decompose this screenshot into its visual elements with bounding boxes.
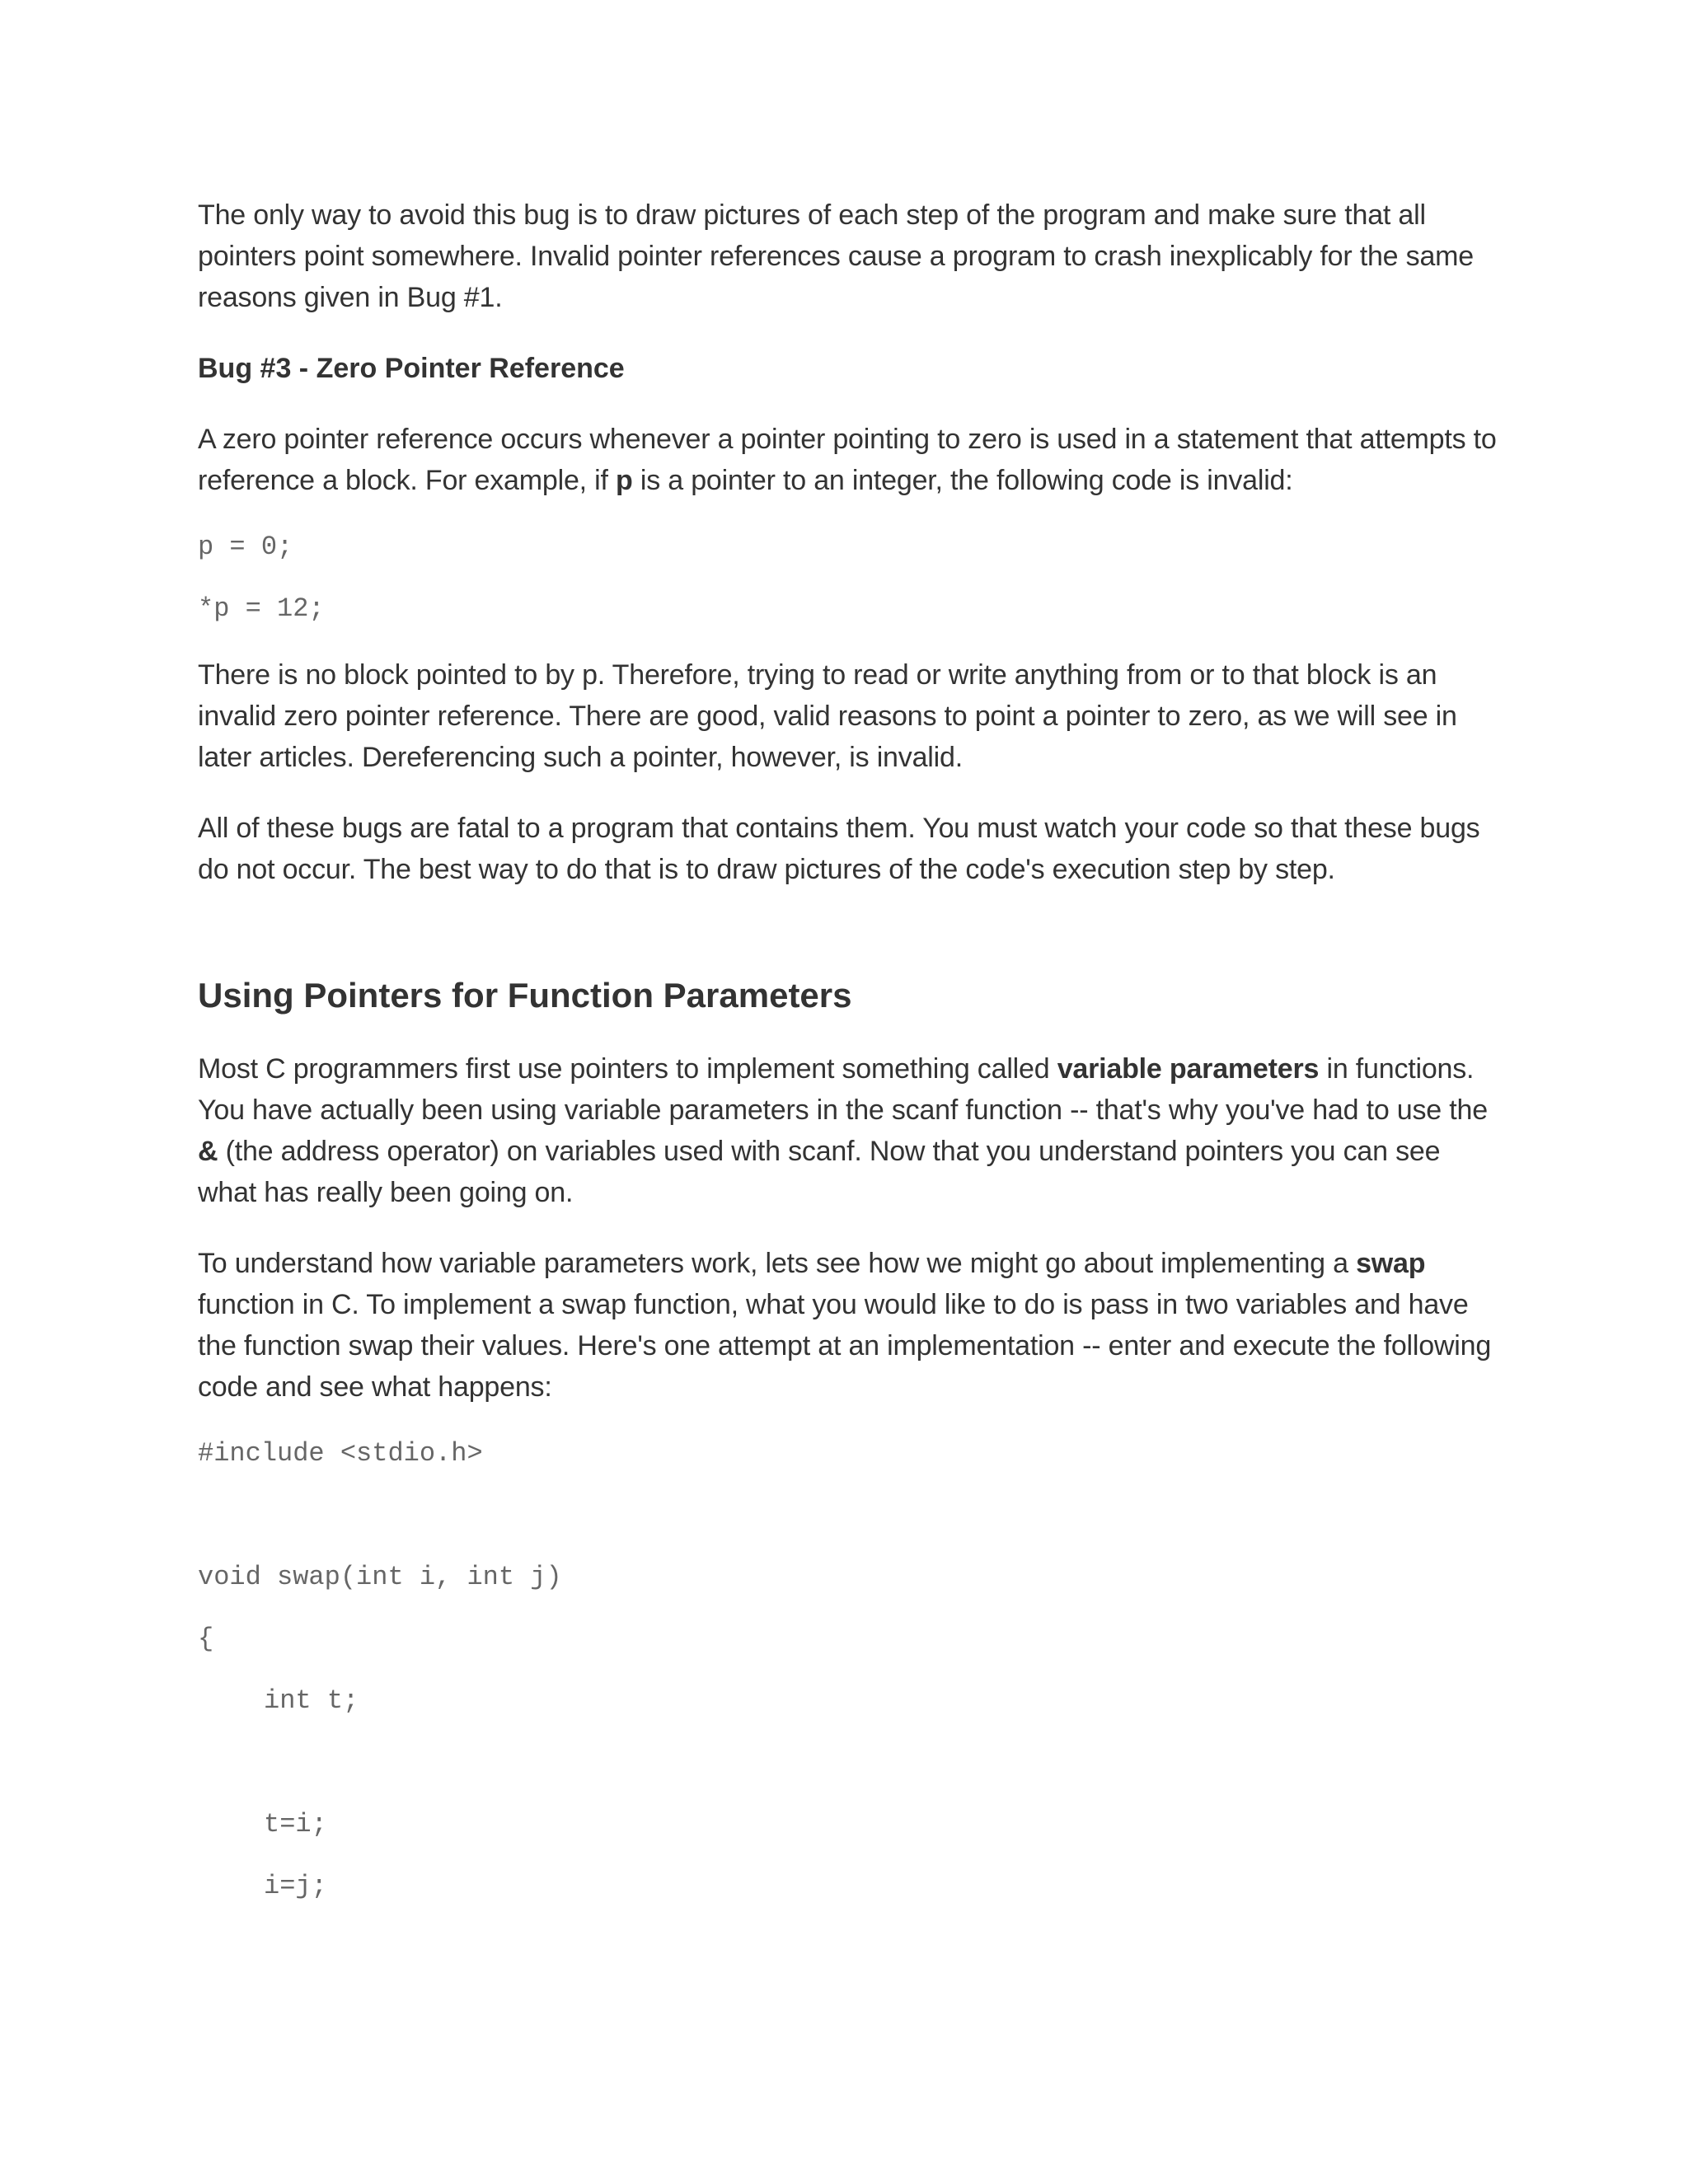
code-line: p = 0; — [198, 532, 293, 562]
bug3-heading: Bug #3 - Zero Pointer Reference — [198, 353, 625, 384]
code-line: *p = 12; — [198, 593, 325, 624]
code-blank-line — [198, 1746, 1500, 1808]
code-blank-line — [198, 1499, 1500, 1561]
text-run: To understand how variable parameters work, lets see how we might go about implementing a — [198, 1248, 1357, 1279]
code-statement: i=j; — [264, 1871, 327, 1901]
paragraph-no-block: There is no block pointed to by p. Therefore, trying to read or write anything from or to that block is an invalid zero pointer reference. There are good, valid reasons to point a pointer to zero, as we will see in later articles. Dereferencing such a pointer, however, is invalid. — [198, 659, 1457, 773]
bold-term-swap: swap — [1356, 1248, 1426, 1279]
code-open-brace: { — [198, 1624, 214, 1654]
text-run: function in C. To implement a swap function, what you would like to do is pass in two variables and have the function swap their values. Here's one attempt at an implementation -- enter and execute the following code and see what happens: — [198, 1289, 1492, 1403]
text-run: in functions. You have actually been using variable parameters in the scanf function -- that's why you've had to use the — [198, 1053, 1488, 1126]
bold-term-variable-parameters: variable parameters — [1057, 1053, 1320, 1085]
section-title: Using Pointers for Function Parameters — [198, 976, 852, 1015]
text-run: is a pointer to an integer, the following code is invalid: — [632, 465, 1293, 496]
code-include: #include <stdio.h> — [198, 1438, 483, 1469]
paragraph-swap-intro — [198, 1243, 1500, 1408]
text-run: Most C programmers first use pointers to implement something called — [198, 1053, 1057, 1085]
paragraph-variable-parameters — [198, 1048, 1500, 1213]
code-declaration: int t; — [264, 1685, 359, 1716]
text-run: A zero pointer reference occurs whenever a pointer pointing to zero is used in a statement that attempts to reference a block. For example, if — [198, 424, 1497, 496]
paragraph-fatal-bugs: All of these bugs are fatal to a program that contains them. You must watch your code so that these bugs do not occur. The best way to do that is to draw pictures of the code's execution step by step. — [198, 813, 1480, 885]
article-body — [198, 194, 1500, 1932]
paragraph-invalid-pointer-advice: The only way to avoid this bug is to draw pictures of each step of the program and make sure that all pointers point somewhere. Invalid pointer references cause a program to crash inexplicably for the same reasons given in Bug #1. — [198, 199, 1474, 313]
bold-term-ampersand: & — [198, 1136, 218, 1167]
paragraph-zero-pointer-definition — [198, 419, 1500, 501]
bold-term-p: p — [616, 465, 633, 496]
text-run: (the address operator) on variables used with scanf. Now that you understand pointers you can see what has really been going on. — [198, 1136, 1441, 1208]
code-statement: t=i; — [264, 1809, 327, 1840]
code-function-signature: void swap(int i, int j) — [198, 1562, 562, 1592]
